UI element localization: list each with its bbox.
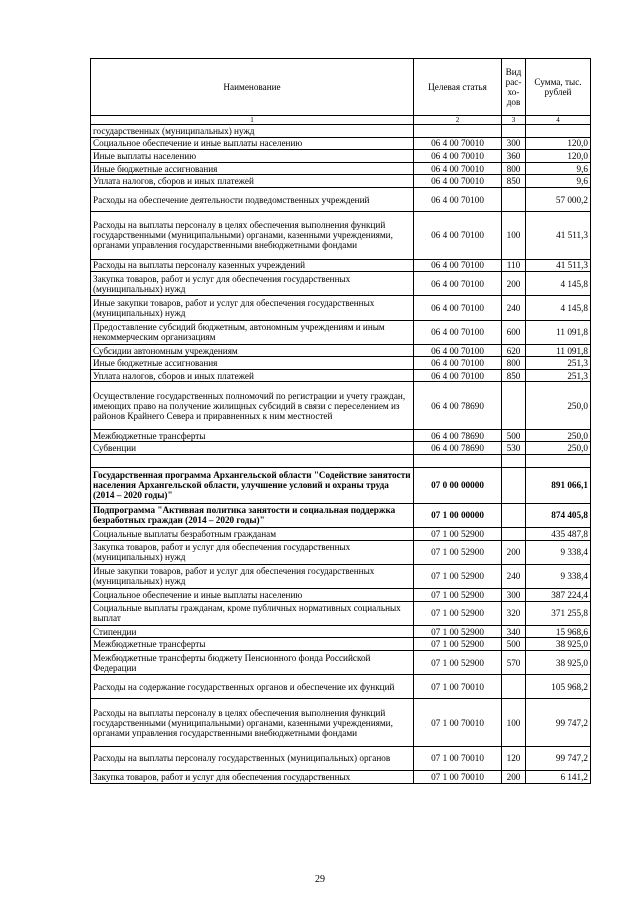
row-amount: 41 511,3: [526, 212, 591, 259]
row-expense-type: 240: [502, 296, 526, 320]
row-amount: 11 091,8: [526, 344, 591, 357]
table-row: [91, 528, 591, 541]
row-name: Расходы на содержание государственных органов и обеспечение их функций: [91, 675, 414, 699]
header-code: Целевая статья: [414, 59, 502, 116]
row-name: Предоставление субсидий бюджетным, автономным учреждениям и иным некоммерческим организациям: [91, 320, 414, 344]
row-amount: 15 968,6: [526, 625, 591, 638]
table-row: [91, 540, 591, 564]
row-amount: [526, 125, 591, 138]
header-sum: Сумма, тыс. рублей: [526, 59, 591, 116]
row-target-code: [414, 455, 502, 468]
table-row: [91, 296, 591, 320]
row-amount: 9 338,4: [526, 564, 591, 588]
table-row: [91, 429, 591, 442]
row-name: Межбюджетные трансферты: [91, 638, 414, 651]
row-expense-type: 360: [502, 150, 526, 163]
row-name: Осуществление государственных полномочий по регистрации и учету граждан, имеющих право на получение жилищных субсидий в связи с переселением из районов Крайнего Севера и приравненных к ним местностей: [91, 382, 414, 429]
row-expense-type: 800: [502, 357, 526, 370]
table-row: [91, 675, 591, 699]
column-index: 4: [526, 116, 591, 125]
row-name: Иные закупки товаров, работ и услуг для обеспечения государственных (муниципальных) нужд: [91, 564, 414, 588]
row-name: Социальные выплаты гражданам, кроме публичных нормативных социальных выплат: [91, 601, 414, 625]
row-amount: 250,0: [526, 382, 591, 429]
row-name: Государственная программа Архангельской области "Содействие занятости населения Архангельской области, улучшение условий и охраны труда (2014 – 2020 годы)": [91, 468, 414, 504]
row-expense-type: [502, 382, 526, 429]
row-expense-type: 850: [502, 369, 526, 382]
row-expense-type: 500: [502, 638, 526, 651]
row-target-code: 07 1 00 52900: [414, 625, 502, 638]
row-target-code: 06 4 00 70010: [414, 150, 502, 163]
row-amount: 105 968,2: [526, 675, 591, 699]
row-target-code: 06 4 00 70100: [414, 187, 502, 211]
row-expense-type: [502, 468, 526, 504]
row-expense-type: 620: [502, 344, 526, 357]
table-row: [91, 699, 591, 746]
row-target-code: 06 4 00 70010: [414, 137, 502, 150]
row-name: Уплата налогов, сборов и иных платежей: [91, 175, 414, 188]
row-target-code: 07 1 00 52900: [414, 589, 502, 602]
column-index: 2: [414, 116, 502, 125]
budget-document: [90, 58, 590, 784]
row-expense-type: 100: [502, 212, 526, 259]
row-target-code: 06 4 00 70100: [414, 259, 502, 272]
table-row: [91, 162, 591, 175]
row-amount: 99 747,2: [526, 699, 591, 746]
column-index: 1: [91, 116, 414, 125]
row-target-code: 07 1 00 52900: [414, 528, 502, 541]
row-expense-type: 800: [502, 162, 526, 175]
row-amount: 874 405,8: [526, 503, 591, 527]
table-row: [91, 601, 591, 625]
row-target-code: 06 4 00 70100: [414, 296, 502, 320]
row-amount: 120,0: [526, 150, 591, 163]
row-expense-type: [502, 187, 526, 211]
row-amount: 41 511,3: [526, 259, 591, 272]
row-expense-type: 100: [502, 699, 526, 746]
row-target-code: 07 1 00 70010: [414, 675, 502, 699]
row-name: Иные бюджетные ассигнования: [91, 162, 414, 175]
row-expense-type: 200: [502, 770, 526, 783]
row-name: Межбюджетные трансферты бюджету Пенсионного фонда Российской Федерации: [91, 650, 414, 674]
row-target-code: 06 4 00 70100: [414, 212, 502, 259]
table-row: [91, 259, 591, 272]
row-name: Закупка товаров, работ и услуг для обеспечения государственных (муниципальных) нужд: [91, 272, 414, 296]
header-row: [91, 59, 591, 116]
row-amount: 38 925,0: [526, 650, 591, 674]
row-name: Стипендии: [91, 625, 414, 638]
table-row: [91, 175, 591, 188]
row-amount: 11 091,8: [526, 320, 591, 344]
row-amount: 371 255,8: [526, 601, 591, 625]
row-target-code: 07 1 00 70010: [414, 746, 502, 770]
row-amount: 4 145,8: [526, 296, 591, 320]
budget-table: [90, 58, 591, 784]
row-name: Социальное обеспечение и иные выплаты населению: [91, 137, 414, 150]
table-row: [91, 770, 591, 783]
row-target-code: 07 1 00 70010: [414, 770, 502, 783]
table-row: [91, 272, 591, 296]
row-target-code: 06 4 00 70100: [414, 357, 502, 370]
column-index: 3: [502, 116, 526, 125]
row-expense-type: [502, 675, 526, 699]
row-amount: 99 747,2: [526, 746, 591, 770]
row-expense-type: 320: [502, 601, 526, 625]
column-index-row: [91, 116, 591, 125]
row-expense-type: 120: [502, 746, 526, 770]
table-row: [91, 357, 591, 370]
row-name: Закупка товаров, работ и услуг для обеспечения государственных (муниципальных) нужд: [91, 540, 414, 564]
row-expense-type: 530: [502, 442, 526, 455]
row-name: Иные бюджетные ассигнования: [91, 357, 414, 370]
row-expense-type: 200: [502, 272, 526, 296]
table-row: [91, 212, 591, 259]
row-name: Субвенции: [91, 442, 414, 455]
row-target-code: 07 1 00 70010: [414, 699, 502, 746]
table-row: [91, 455, 591, 468]
row-target-code: 06 4 00 70010: [414, 175, 502, 188]
table-row: [91, 746, 591, 770]
row-amount: 891 066,1: [526, 468, 591, 504]
table-row: [91, 650, 591, 674]
row-target-code: 07 0 00 00000: [414, 468, 502, 504]
row-expense-type: 570: [502, 650, 526, 674]
table-row: [91, 589, 591, 602]
row-expense-type: 600: [502, 320, 526, 344]
row-target-code: 07 1 00 52900: [414, 564, 502, 588]
header-name: Наименование: [91, 59, 414, 116]
row-name: Расходы на выплаты персоналу государственных (муниципальных) органов: [91, 746, 414, 770]
row-amount: 387 224,4: [526, 589, 591, 602]
row-name: Социальные выплаты безработным гражданам: [91, 528, 414, 541]
row-expense-type: [502, 455, 526, 468]
row-name: Расходы на выплаты персоналу казенных учреждений: [91, 259, 414, 272]
row-target-code: 06 4 00 70100: [414, 369, 502, 382]
row-expense-type: 500: [502, 429, 526, 442]
row-target-code: 07 1 00 00000: [414, 503, 502, 527]
row-name: государственных (муниципальных) нужд: [91, 125, 414, 138]
row-expense-type: 200: [502, 540, 526, 564]
row-expense-type: 300: [502, 589, 526, 602]
table-row: [91, 150, 591, 163]
row-amount: 57 000,2: [526, 187, 591, 211]
table-row: [91, 369, 591, 382]
table-row: [91, 638, 591, 651]
row-name: Закупка товаров, работ и услуг для обеспечения государственных: [91, 770, 414, 783]
row-target-code: 06 4 00 70100: [414, 344, 502, 357]
row-expense-type: [502, 503, 526, 527]
table-row: [91, 625, 591, 638]
table-row: [91, 468, 591, 504]
row-amount: [526, 455, 591, 468]
table-row: [91, 344, 591, 357]
row-amount: 6 141,2: [526, 770, 591, 783]
page-number: 29: [315, 874, 325, 885]
table-row: [91, 125, 591, 138]
header-type: Вид рас-хо-дов: [502, 59, 526, 116]
row-expense-type: [502, 528, 526, 541]
row-name: Подпрограмма "Активная политика занятости и социальная поддержка безработных граждан (2014 – 2020 годы)": [91, 503, 414, 527]
row-name: Межбюджетные трансферты: [91, 429, 414, 442]
row-expense-type: 300: [502, 137, 526, 150]
row-target-code: 07 1 00 52900: [414, 601, 502, 625]
row-target-code: 07 1 00 52900: [414, 638, 502, 651]
table-row: [91, 137, 591, 150]
row-expense-type: 110: [502, 259, 526, 272]
row-name: Расходы на выплаты персоналу в целях обеспечения выполнения функций государственными (муниципальными) органами, казенными учреждениями, органами управления государственными внебюджетными фондами: [91, 212, 414, 259]
table-row: [91, 503, 591, 527]
row-amount: 251,3: [526, 369, 591, 382]
table-row: [91, 320, 591, 344]
table-row: [91, 187, 591, 211]
row-name: Субсидии автономным учреждениям: [91, 344, 414, 357]
table-body: [91, 125, 591, 784]
row-amount: 4 145,8: [526, 272, 591, 296]
row-name: Иные выплаты населению: [91, 150, 414, 163]
row-target-code: 06 4 00 78690: [414, 429, 502, 442]
table-row: [91, 442, 591, 455]
row-expense-type: 850: [502, 175, 526, 188]
row-name: Социальное обеспечение и иные выплаты населению: [91, 589, 414, 602]
row-amount: 9,6: [526, 175, 591, 188]
row-target-code: 07 1 00 52900: [414, 540, 502, 564]
row-name: Иные закупки товаров, работ и услуг для обеспечения государственных (муниципальных) нужд: [91, 296, 414, 320]
row-amount: 9,6: [526, 162, 591, 175]
row-expense-type: 240: [502, 564, 526, 588]
row-amount: 120,0: [526, 137, 591, 150]
row-target-code: 06 4 00 70100: [414, 320, 502, 344]
row-target-code: 06 4 00 78690: [414, 442, 502, 455]
row-expense-type: 340: [502, 625, 526, 638]
row-name: Расходы на выплаты персоналу в целях обеспечения выполнения функций государственными (муниципальными) органами, казенными учреждениями, органами управления государственными внебюджетными фондами: [91, 699, 414, 746]
row-amount: 435 487,8: [526, 528, 591, 541]
row-target-code: 06 4 00 70100: [414, 272, 502, 296]
row-target-code: 06 4 00 70010: [414, 162, 502, 175]
row-target-code: 06 4 00 78690: [414, 382, 502, 429]
row-expense-type: [502, 125, 526, 138]
row-amount: 250,0: [526, 429, 591, 442]
row-amount: 38 925,0: [526, 638, 591, 651]
table-row: [91, 382, 591, 429]
row-name: [91, 455, 414, 468]
row-amount: 9 338,4: [526, 540, 591, 564]
row-amount: 250,0: [526, 442, 591, 455]
row-amount: 251,3: [526, 357, 591, 370]
row-name: Расходы на обеспечение деятельности подведомственных учреждений: [91, 187, 414, 211]
row-target-code: 07 1 00 52900: [414, 650, 502, 674]
row-target-code: [414, 125, 502, 138]
row-name: Уплата налогов, сборов и иных платежей: [91, 369, 414, 382]
table-row: [91, 564, 591, 588]
